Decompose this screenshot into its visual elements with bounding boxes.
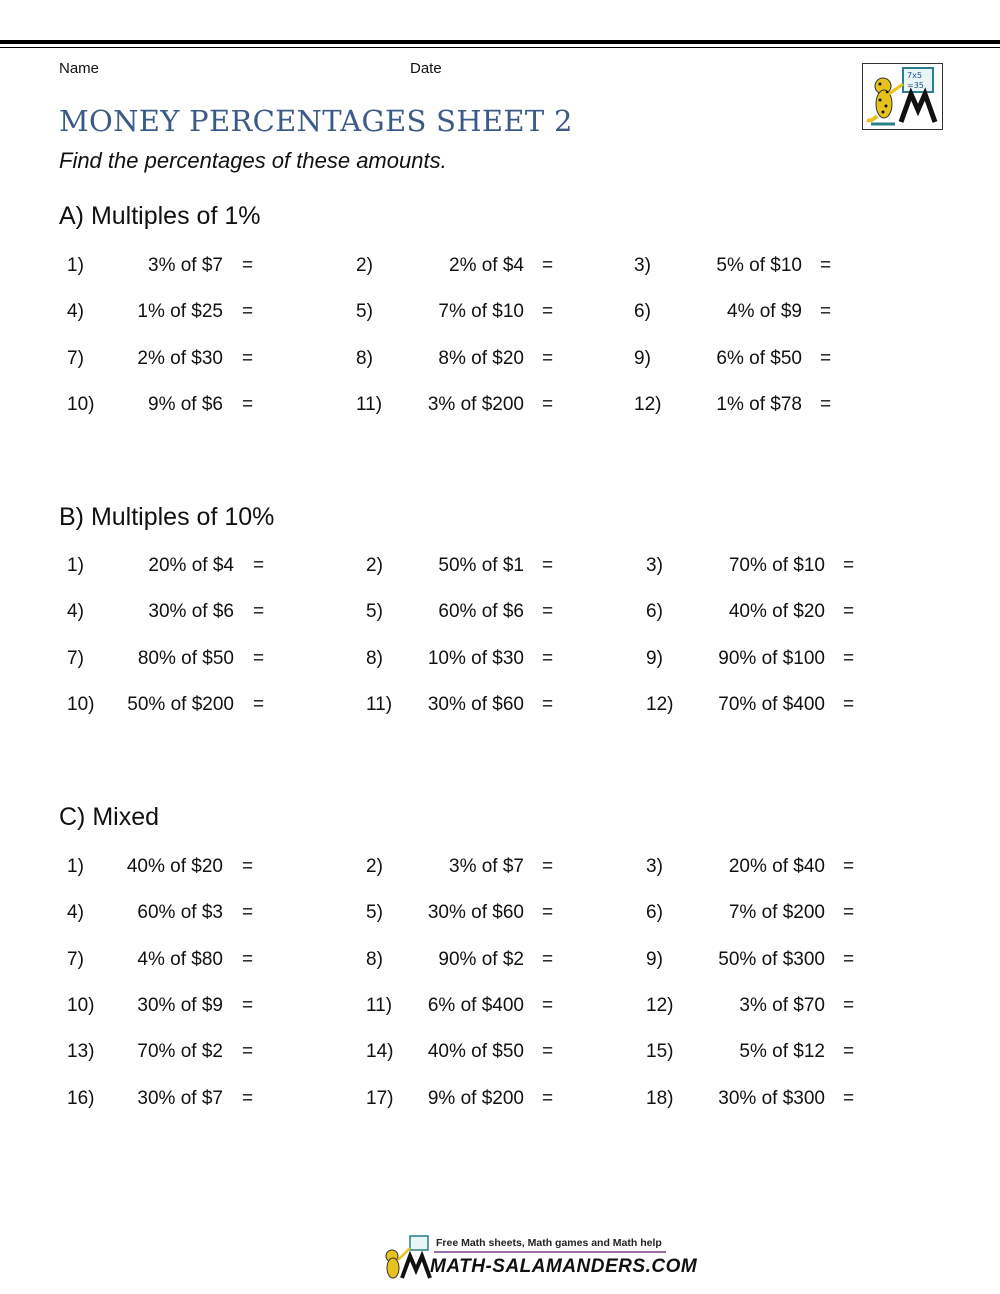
equals-sign: = <box>542 555 554 576</box>
footer-tagline: Free Math sheets, Math games and Math help <box>436 1237 662 1249</box>
equals-sign: = <box>542 647 554 669</box>
top-rule-thin <box>0 47 1000 48</box>
question-number: 4) <box>67 301 84 323</box>
equals-sign: = <box>542 1041 554 1063</box>
equals-sign: = <box>843 948 855 970</box>
question-expression: 3% of $7 <box>449 856 524 877</box>
equals-sign: = <box>843 647 855 669</box>
question-expression: 3% of $70 <box>739 994 825 1016</box>
equals-sign: = <box>253 601 265 623</box>
question-expression: 2% of $30 <box>137 347 223 369</box>
equals-sign: = <box>843 1087 855 1109</box>
equals-sign: = <box>542 902 554 924</box>
question-expression: 80% of $50 <box>137 647 234 669</box>
question-number: 6) <box>646 601 663 623</box>
question-expression: 1% of $78 <box>716 393 802 415</box>
equals-sign: = <box>820 393 832 415</box>
equals-sign: = <box>542 1087 554 1109</box>
question-expression: 70% of $10 <box>728 555 825 576</box>
question-number: 11) <box>356 393 383 415</box>
equals-sign: = <box>242 255 254 276</box>
question-number: 6) <box>634 301 651 323</box>
question-number: 18) <box>646 1087 674 1109</box>
question-expression: 50% of $300 <box>718 948 825 970</box>
equals-sign: = <box>843 555 855 576</box>
equals-sign: = <box>820 347 832 369</box>
section-a-heading: A) Multiples of 1% <box>59 202 261 230</box>
question-expression: 8% of $20 <box>438 347 524 369</box>
question-expression: 60% of $3 <box>137 902 223 924</box>
question-number: 15) <box>646 1041 674 1063</box>
question-number: 5) <box>366 601 383 623</box>
equals-sign: = <box>542 994 554 1016</box>
equals-sign: = <box>820 301 832 323</box>
question-number: 11) <box>366 693 393 715</box>
top-rule-thick <box>0 40 1000 44</box>
equals-sign: = <box>242 1087 254 1109</box>
equals-sign: = <box>542 948 554 970</box>
question-number: 3) <box>646 555 663 576</box>
question-number: 5) <box>366 902 383 924</box>
question-expression: 9% of $6 <box>148 393 223 415</box>
question-number: 16) <box>67 1087 95 1109</box>
question-number: 13) <box>67 1041 95 1063</box>
question-number: 14) <box>366 1041 394 1063</box>
question-expression: 20% of $40 <box>728 856 825 877</box>
question-expression: 7% of $10 <box>438 301 524 323</box>
question-number: 3) <box>634 255 651 276</box>
question-expression: 5% of $12 <box>739 1041 825 1063</box>
question-number: 2) <box>366 856 383 877</box>
board-text-bottom: =35 <box>907 81 924 90</box>
section-b-heading: B) Multiples of 10% <box>59 503 275 531</box>
question-expression: 1% of $25 <box>137 301 223 323</box>
footer-branding <box>380 1234 698 1282</box>
question-expression: 30% of $6 <box>148 601 234 623</box>
equals-sign: = <box>242 948 254 970</box>
question-number: 11) <box>366 994 393 1016</box>
question-expression: 9% of $200 <box>427 1087 524 1109</box>
equals-sign: = <box>542 255 554 276</box>
question-number: 8) <box>366 647 383 669</box>
question-number: 5) <box>356 301 373 323</box>
question-number: 9) <box>646 647 663 669</box>
equals-sign: = <box>242 1041 254 1063</box>
question-expression: 7% of $200 <box>728 902 825 924</box>
equals-sign: = <box>542 693 554 715</box>
date-label: Date <box>410 60 442 77</box>
question-expression: 30% of $9 <box>137 994 223 1016</box>
question-number: 3) <box>646 856 663 877</box>
question-expression: 4% of $9 <box>727 301 802 323</box>
question-number: 7) <box>67 948 84 970</box>
question-expression: 3% of $200 <box>427 393 524 415</box>
question-number: 1) <box>67 555 84 576</box>
question-expression: 10% of $30 <box>427 647 524 669</box>
question-number: 7) <box>67 347 84 369</box>
salamander-teacher-logo-icon <box>862 63 943 130</box>
equals-sign: = <box>253 555 265 576</box>
board-text-top: 7x5 <box>907 71 922 80</box>
question-number: 17) <box>366 1087 394 1109</box>
question-number: 8) <box>356 347 373 369</box>
equals-sign: = <box>242 902 254 924</box>
question-number: 4) <box>67 601 84 623</box>
instructions: Find the percentages of these amounts. <box>59 148 447 173</box>
question-expression: 50% of $1 <box>438 555 524 576</box>
question-expression: 30% of $60 <box>427 693 524 715</box>
question-expression: 50% of $200 <box>127 693 234 715</box>
question-number: 8) <box>366 948 383 970</box>
equals-sign: = <box>253 693 265 715</box>
question-expression: 40% of $50 <box>427 1041 524 1063</box>
question-number: 12) <box>646 693 674 715</box>
question-expression: 60% of $6 <box>438 601 524 623</box>
question-expression: 3% of $7 <box>148 255 223 276</box>
question-number: 4) <box>67 902 84 924</box>
question-number: 7) <box>67 647 84 669</box>
equals-sign: = <box>242 393 254 415</box>
question-expression: 4% of $80 <box>137 948 223 970</box>
question-number: 2) <box>366 555 383 576</box>
question-expression: 6% of $50 <box>716 347 802 369</box>
question-number: 9) <box>646 948 663 970</box>
question-expression: 30% of $300 <box>718 1087 825 1109</box>
equals-sign: = <box>242 994 254 1016</box>
question-expression: 5% of $10 <box>716 255 802 276</box>
question-number: 2) <box>356 255 373 276</box>
question-expression: 40% of $20 <box>126 856 223 877</box>
equals-sign: = <box>843 601 855 623</box>
question-number: 1) <box>67 856 84 877</box>
section-c-heading: C) Mixed <box>59 803 160 831</box>
question-expression: 90% of $2 <box>438 948 524 970</box>
equals-sign: = <box>242 347 254 369</box>
question-expression: 30% of $60 <box>427 902 524 924</box>
question-number: 12) <box>646 994 674 1016</box>
equals-sign: = <box>253 647 265 669</box>
question-number: 1) <box>67 255 84 276</box>
question-number: 10) <box>67 393 95 415</box>
equals-sign: = <box>542 347 554 369</box>
question-expression: 30% of $7 <box>137 1087 223 1109</box>
equals-sign: = <box>843 693 855 715</box>
equals-sign: = <box>242 856 254 877</box>
question-expression: 2% of $4 <box>449 255 524 276</box>
question-expression: 90% of $100 <box>718 647 825 669</box>
question-expression: 6% of $400 <box>427 994 524 1016</box>
equals-sign: = <box>820 255 832 276</box>
equals-sign: = <box>242 301 254 323</box>
question-number: 12) <box>634 393 662 415</box>
equals-sign: = <box>843 902 855 924</box>
question-number: 6) <box>646 902 663 924</box>
page-title: MONEY PERCENTAGES SHEET 2 <box>59 104 573 138</box>
question-number: 10) <box>67 693 95 715</box>
name-label: Name <box>59 60 100 77</box>
question-expression: 70% of $2 <box>137 1041 223 1063</box>
footer-site: MATH-SALAMANDERS.COM <box>430 1256 698 1277</box>
equals-sign: = <box>843 994 855 1016</box>
question-number: 9) <box>634 347 651 369</box>
equals-sign: = <box>542 601 554 623</box>
equals-sign: = <box>843 856 855 877</box>
equals-sign: = <box>843 1041 855 1063</box>
equals-sign: = <box>542 393 554 415</box>
question-number: 10) <box>67 994 95 1016</box>
equals-sign: = <box>542 856 554 877</box>
equals-sign: = <box>542 301 554 323</box>
question-expression: 70% of $400 <box>718 693 825 715</box>
question-expression: 20% of $4 <box>148 555 234 576</box>
question-expression: 40% of $20 <box>728 601 825 623</box>
